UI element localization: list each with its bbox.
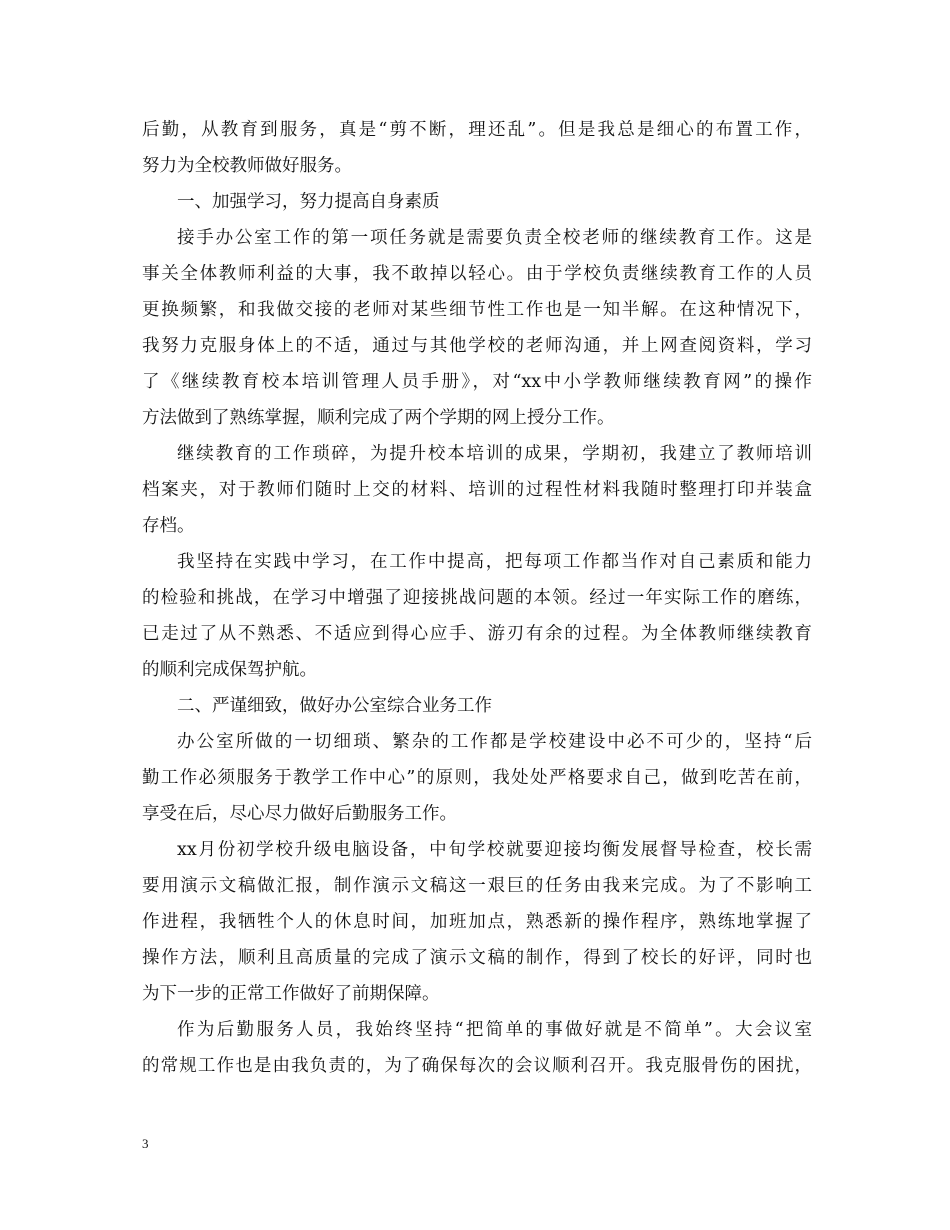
text-line: 接手办公室工作的第一项任务就是需要负责全校老师的继续教育工作。这是 — [177, 228, 812, 248]
text-line: 我坚持在实践中学习，在工作中提高，把每项工作都当作对自己素质和能力 — [177, 552, 812, 572]
text-line: 继续教育的工作琐碎，为提升校本培训的成果，学期初，我建立了教师培训 — [177, 444, 812, 464]
page-number: 3 — [142, 1136, 149, 1151]
text-line: 勤工作必须服务于教学工作中心”的原则，我处处严格要求自己，做到吃苦在前， — [142, 768, 812, 788]
text-line: 更换频繁，和我做交接的老师对某些细节性工作也是一知半解。在这种情况下， — [142, 300, 812, 320]
text-line: 作进程，我牺牲个人的休息时间，加班加点，熟悉新的操作程序，熟练地掌握了 — [142, 912, 812, 932]
text-line: 的检验和挑战，在学习中增强了迎接挑战问题的本领。经过一年实际工作的磨练， — [142, 588, 812, 608]
text-line: 作为后勤服务人员，我始终坚持“把简单的事做好就是不简单”。大会议室 — [177, 1020, 812, 1040]
text-line: 事关全体教师利益的大事，我不敢掉以轻心。由于学校负责继续教育工作的人员 — [142, 264, 812, 284]
text-line: 我努力克服身体上的不适，通过与其他学校的老师沟通，并上网查阅资料，学习 — [142, 336, 812, 356]
text-line: 办公室所做的一切细琐、繁杂的工作都是学校建设中必不可少的，坚持“后 — [177, 732, 812, 752]
text-line: xx月份初学校升级电脑设备，中旬学校就要迎接均衡发展督导检查，校长需 — [177, 840, 812, 860]
text-line: 的顺利完成保驾护航。 — [142, 660, 317, 680]
text-line: 为下一步的正常工作做好了前期保障。 — [142, 984, 440, 1004]
text-line: 后勤，从教育到服务，真是“剪不断，理还乱”。但是我总是细心的布置工作， — [142, 120, 812, 140]
text-line: 了《继续教育校本培训管理人员手册》，对“xx中小学教师继续教育网”的操作 — [142, 372, 812, 392]
text-line: 已走过了从不熟悉、不适应到得心应手、游刃有余的过程。为全体教师继续教育 — [142, 624, 812, 644]
text-line: 档案夹，对于教师们随时上交的材料、培训的过程性材料我随时整理打印并装盒 — [142, 480, 812, 500]
document-body — [142, 112, 812, 1084]
text-line: 享受在后，尽心尽力做好后勤服务工作。 — [142, 804, 457, 824]
text-line: 努力为全校教师做好服务。 — [142, 156, 352, 176]
text-line: 二、严谨细致，做好办公室综合业务工作 — [177, 696, 492, 716]
text-line: 操作方法，顺利且高质量的完成了演示文稿的制作，得到了校长的好评，同时也 — [142, 948, 812, 968]
text-line: 一、加强学习，努力提高自身素质 — [177, 192, 440, 212]
text-line: 存档。 — [142, 516, 195, 536]
text-line: 的常规工作也是由我负责的，为了确保每次的会议顺利召开。我克服骨伤的困扰， — [142, 1056, 812, 1076]
text-line: 要用演示文稿做汇报，制作演示文稿这一艰巨的任务由我来完成。为了不影响工 — [142, 876, 812, 896]
text-line: 方法做到了熟练掌握，顺利完成了两个学期的网上授分工作。 — [142, 408, 615, 428]
